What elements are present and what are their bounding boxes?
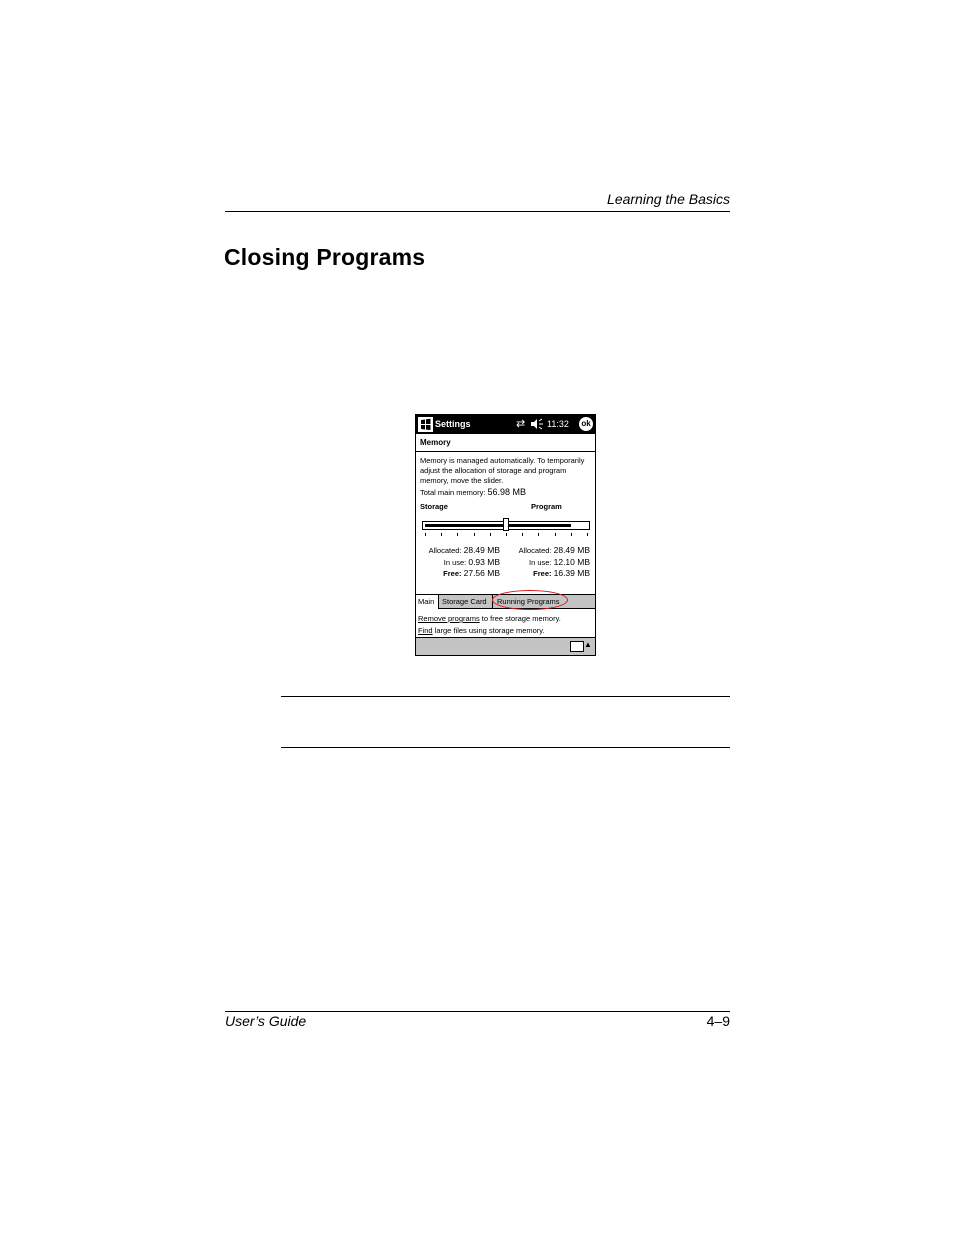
tab-running-programs[interactable]: Running Programs <box>497 597 560 606</box>
program-stats <box>502 545 590 580</box>
program-free-value: 16.39 MB <box>553 568 590 578</box>
memory-description: Memory is managed automatically. To temporarily adjust the allocation of storage and program memory, move the slider. <box>420 456 585 485</box>
running-programs-highlight <box>492 590 568 610</box>
footer-rule <box>225 1011 730 1012</box>
header-rule <box>225 211 730 212</box>
ok-button[interactable]: ok <box>579 417 593 431</box>
storage-label: Storage <box>420 502 448 511</box>
page-title: Closing Programs <box>224 244 426 270</box>
total-memory <box>420 487 526 497</box>
find-text: large files using storage memory. <box>432 626 545 635</box>
windows-start-icon[interactable] <box>418 417 433 432</box>
device-title: Settings <box>435 419 471 429</box>
total-memory-label: Total main memory: <box>420 488 486 497</box>
storage-free-value: 27.56 MB <box>463 568 500 578</box>
sync-icon[interactable]: ⇄ <box>516 418 526 430</box>
program-allocated-value: 28.49 MB <box>553 545 590 555</box>
speaker-icon[interactable] <box>530 418 544 430</box>
note-rule-top <box>281 696 730 697</box>
program-free-label: Free: <box>533 569 552 578</box>
slider-tick <box>490 533 491 536</box>
memory-slider[interactable] <box>422 521 590 530</box>
slider-tick <box>587 533 588 536</box>
device-menubar <box>416 637 595 656</box>
program-in-use-label: In use: <box>529 557 552 567</box>
slider-tick <box>555 533 556 536</box>
remove-programs-text: to free storage memory. <box>479 614 561 623</box>
storage-stats <box>420 545 500 580</box>
device-titlebar <box>416 415 595 434</box>
running-head: Learning the Basics <box>607 191 730 207</box>
memory-heading: Memory <box>420 438 451 447</box>
slider-tick <box>457 533 458 536</box>
storage-allocated-label: Allocated: <box>428 546 462 555</box>
slider-fill <box>425 524 571 527</box>
remove-programs-link[interactable]: Remove programs <box>418 614 480 623</box>
footer-guide-title: User’s Guide <box>225 1013 307 1029</box>
slider-tick <box>425 533 426 536</box>
tab-main[interactable]: Main <box>416 595 439 609</box>
program-label: Program <box>531 502 562 511</box>
program-allocated-label: Allocated: <box>518 546 552 555</box>
clock-time[interactable]: 11:32 <box>547 419 569 429</box>
note-rule-bottom <box>281 747 730 748</box>
slider-tick <box>522 533 523 536</box>
memory-heading-rule <box>416 451 595 452</box>
storage-in-use-value: 0.93 MB <box>468 556 500 567</box>
storage-in-use-label: In use: <box>443 557 467 567</box>
storage-free-label: Free: <box>443 569 462 578</box>
memory-links <box>418 613 561 637</box>
total-memory-value: 56.98 MB <box>487 487 527 497</box>
slider-tick <box>571 533 572 536</box>
slider-tick <box>538 533 539 536</box>
device-screenshot <box>415 414 596 656</box>
page-number: 4–9 <box>706 1013 730 1029</box>
slider-tick <box>506 533 507 536</box>
storage-allocated-value: 28.49 MB <box>463 545 500 555</box>
slider-tick <box>441 533 442 536</box>
tab-storage-card[interactable]: Storage Card <box>440 595 493 608</box>
slider-tick <box>474 533 475 536</box>
find-link[interactable]: Find <box>418 626 433 635</box>
input-panel-arrow-icon[interactable]: ▲ <box>584 640 592 649</box>
keyboard-icon[interactable] <box>570 641 584 652</box>
program-in-use-value: 12.10 MB <box>553 556 590 567</box>
slider-thumb[interactable] <box>503 518 509 531</box>
